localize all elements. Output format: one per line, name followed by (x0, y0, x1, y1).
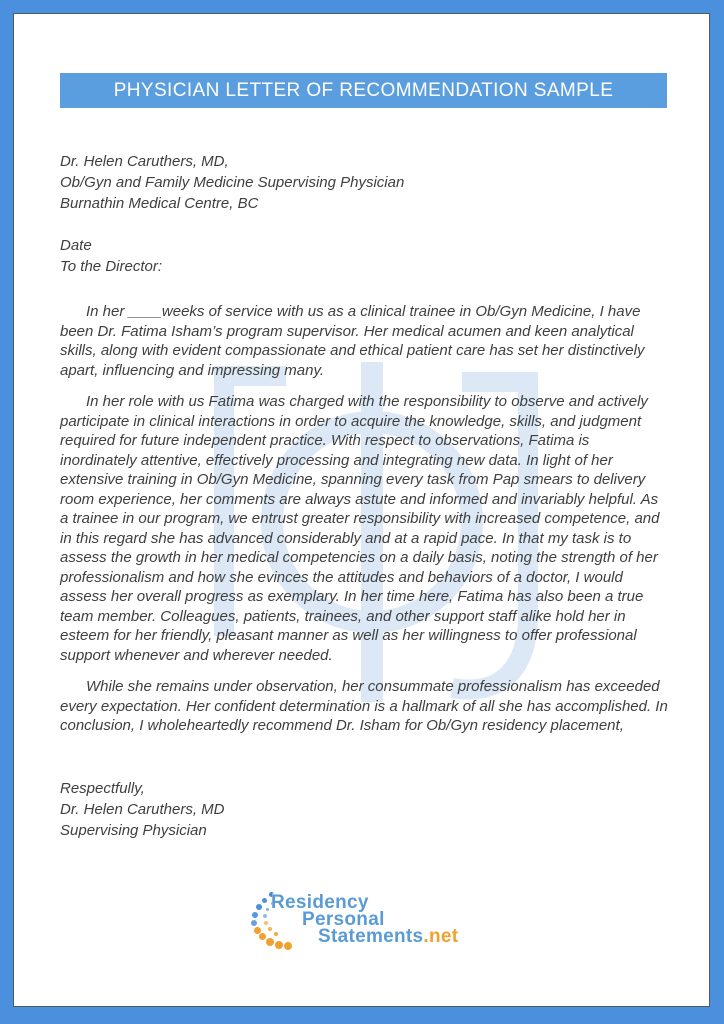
logo-word-statements: Statements.net (318, 926, 459, 947)
logo-tld: .net (423, 926, 459, 947)
recipient-org: Burnathin Medical Centre, BC (60, 195, 259, 212)
residency-personal-statements-logo (251, 890, 521, 972)
salutation-line: To the Director: (60, 258, 162, 275)
paragraph-1: In her ____weeks of service with us as a clinical trainee in Ob/Gyn Medicine, I have been Dr. Fatima Isham’s program supervisor. Her medical acumen and keen analytical skills, along with evident compassionate and ethical patient care has set her distinctively apart, influencing and impressing many. (60, 303, 645, 379)
swirl-dot (264, 921, 268, 925)
recipient-title: Ob/Gyn and Family Medicine Supervising Physician (60, 174, 405, 191)
swirl-dot (274, 932, 278, 936)
recipient-name: Dr. Helen Caruthers, MD, (60, 153, 229, 170)
letter-body (60, 151, 668, 841)
swirl-dot (262, 898, 267, 903)
signer-name: Dr. Helen Caruthers, MD (60, 800, 225, 818)
logo-word-residency: Residency (271, 892, 369, 913)
swirl-dot (275, 941, 283, 949)
swirl-dot (284, 942, 292, 950)
paragraph-2: In her role with us Fatima was charged with the responsibility to observe and actively participate in clinical interactions in order to acquire the knowledge, skills, and judgment required for future independent practice. With respect to observations, Fatima is inordinately attentive, effectively processing and integrating new data. In light of her extensive training in Ob/Gyn Medicine, spanning every task from Pap smears to delivery room experience, her comments are always astute and informed and invariably helpful. As a trainee in our program, we entrust greater responsibility with increased competence, and in this regard she has advanced considerably and at a rapid pace. In that my task is to assess the growth in her medical competencies on a daily basis, noting the strength of her professionalism and how she evinces the attitudes and behaviors of a doctor, I would assess her overall progress as exemplary. In her time here, Fatima has also been a true team member. Colleagues, patients, trainees, and other support staff alike hold her in esteem for her friendly, pleasant manner as well as her willingness to offer professional support whenever and wherever needed. (60, 393, 660, 664)
signer-title: Supervising Physician (60, 821, 207, 839)
paragraph-3: While she remains under observation, her consummate professionalism has exceeded every expectation. Her confident determination is a hallmark of all she has accomplished. In conclusion, I wholeheartedly recommend Dr. Isham for Ob/Gyn residency placement, (60, 678, 668, 734)
swirl-dot (266, 938, 274, 946)
letter-page (13, 13, 710, 1007)
closing-line: Respectfully, (60, 779, 145, 797)
salutation-block (60, 235, 668, 277)
swirl-dot (259, 933, 266, 940)
swirl-dot (266, 908, 269, 911)
signature-block (60, 778, 668, 841)
recipient-block (60, 151, 668, 214)
swirl-dot (251, 920, 257, 926)
swirl-dot (252, 912, 258, 918)
date-line: Date (60, 237, 92, 254)
swirl-dot (263, 914, 267, 918)
swirl-dot (256, 904, 262, 910)
logo-word-personal: Personal (302, 909, 385, 930)
title-banner (60, 73, 667, 108)
swirl-dot (268, 927, 272, 931)
page-title: PHYSICIAN LETTER OF RECOMMENDATION SAMPLE (113, 79, 614, 101)
